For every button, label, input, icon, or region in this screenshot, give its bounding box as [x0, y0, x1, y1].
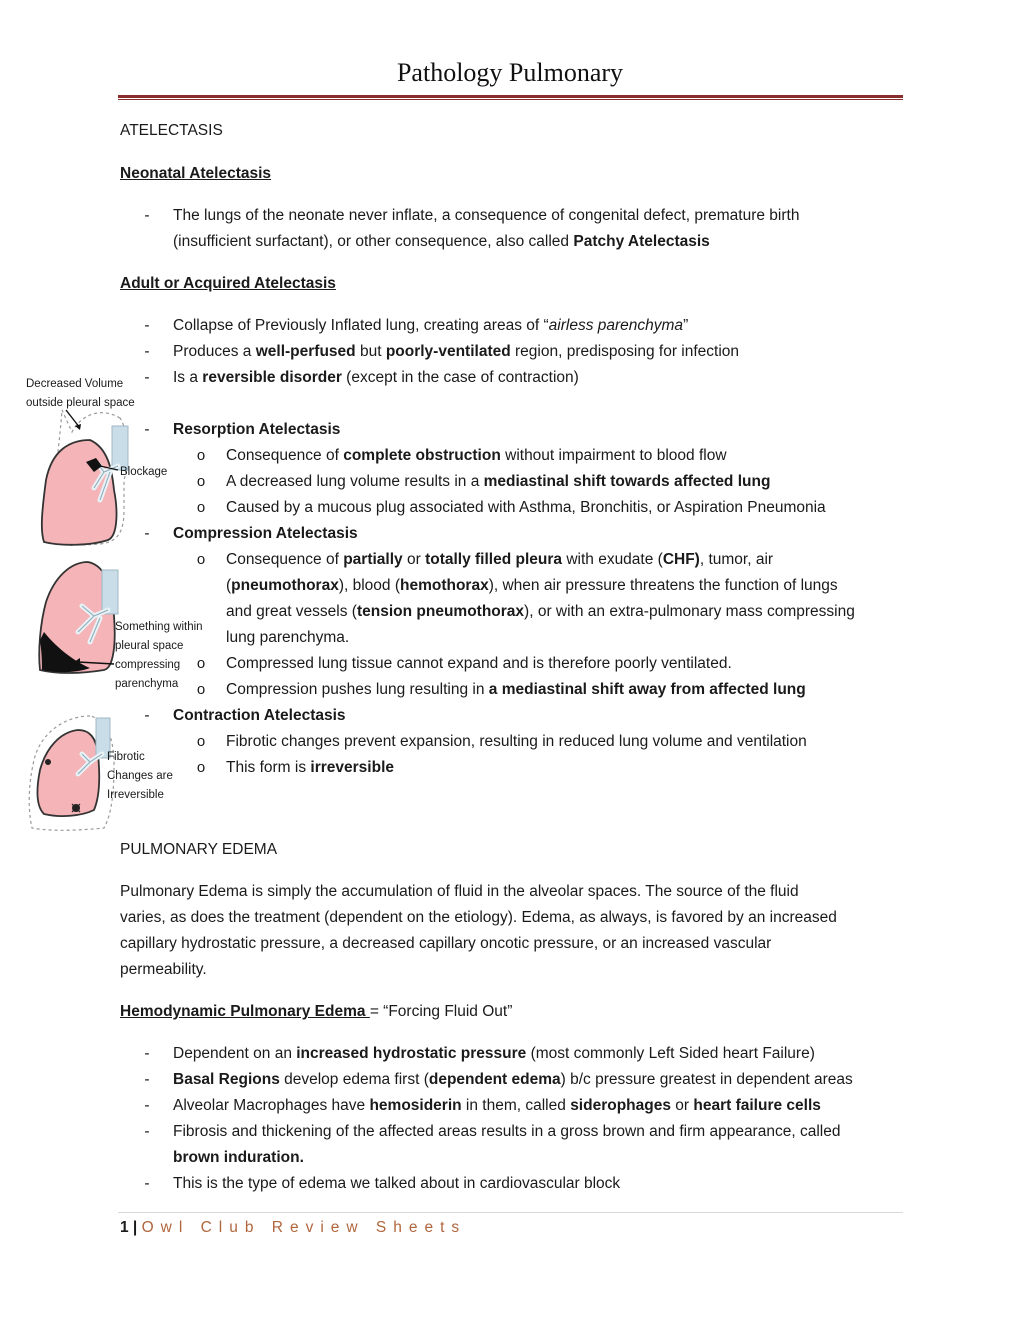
hemo-bullet-5: This is the type of edema we talked about in cardiovascular block [173, 1175, 621, 1192]
footer-club-name: Owl Club Review Sheets [141, 1219, 467, 1236]
adult-bullet-2: Produces a well-perfused but poorly-ventilated region, predisposing for infection [173, 343, 740, 360]
adult-bullet-1: Collapse of Previously Inflated lung, creating areas of “airless parenchyma” [173, 317, 689, 334]
lung-compression-figure [39, 562, 118, 673]
sub-bullet-circle: o [196, 447, 206, 464]
contraction-item-2: This form is irreversible [226, 759, 394, 776]
sub-bullet-circle: o [196, 759, 206, 776]
edema-paragraph-line4: permeability. [120, 961, 207, 978]
edema-paragraph-line1: Pulmonary Edema is simply the accumulation of fluid in the alveolar spaces. The source of the fluid [120, 883, 799, 900]
contraction-item-1: Fibrotic changes prevent expansion, resulting in reduced lung volume and ventilation [226, 733, 807, 750]
resorption-item-2: A decreased lung volume results in a mediastinal shift towards affected lung [226, 473, 771, 490]
bullet-dash: - [144, 525, 150, 542]
figure-label-fibrotic-2: Changes are [107, 770, 173, 782]
header-rule-thin [118, 99, 903, 100]
footer-separator: | [128, 1219, 142, 1236]
figure-label-decreased-volume-2: outside pleural space [26, 397, 135, 409]
neonatal-bullet-line1: The lungs of the neonate never inflate, a consequence of congenital defect, premature birth [173, 207, 800, 224]
bullet-dash: - [144, 421, 150, 438]
compression-item-1-line2: (pneumothorax), blood (hemothorax), when air pressure threatens the function of lungs [226, 577, 838, 594]
resorption-item-3: Caused by a mucous plug associated with Asthma, Bronchitis, or Aspiration Pneumonia [226, 499, 826, 516]
sub-bullet-circle: o [196, 681, 206, 698]
figure-label-fibrotic-3: Irreversible [107, 789, 164, 801]
figure-label-something-1: Something within [115, 621, 203, 633]
bullet-dash: - [144, 207, 150, 224]
compression-item-2: Compressed lung tissue cannot expand and is therefore poorly ventilated. [226, 655, 732, 672]
figure-label-blockage: Blockage [120, 466, 168, 478]
figure-label-decreased-volume-1: Decreased Volume [26, 378, 124, 390]
hemo-bullet-4-line2: brown induration. [173, 1149, 304, 1166]
lung-contraction-figure [29, 716, 114, 830]
bullet-dash: - [144, 1045, 150, 1062]
hemo-bullet-4-line1: Fibrosis and thickening of the affected areas results in a gross brown and firm appearance, called [173, 1123, 841, 1140]
compression-item-1-line3: and great vessels (tension pneumothorax), or with an extra-pulmonary mass compressing [226, 603, 855, 620]
compression-heading: Compression Atelectasis [173, 525, 358, 542]
edema-paragraph-line2: varies, as does the treatment (dependent on the etiology). Edema, as always, is favored by an increased [120, 909, 837, 926]
neonatal-bullet-line2: (insufficient surfactant), or other consequence, also called Patchy Atelectasis [173, 233, 710, 250]
hemo-bullet-1: Dependent on an increased hydrostatic pressure (most commonly Left Sided heart Failure) [173, 1045, 815, 1062]
sub-bullet-circle: o [196, 655, 206, 672]
bullet-dash: - [144, 1123, 150, 1140]
bullet-dash: - [144, 1071, 150, 1088]
figure-label-fibrotic-1: Fibrotic [107, 751, 145, 763]
footer-rule [118, 1212, 903, 1213]
figure-label-something-4: parenchyma [115, 678, 179, 690]
bullet-dash: - [144, 317, 150, 334]
header-rule [118, 95, 903, 98]
bullet-dash: - [144, 1175, 150, 1192]
hemo-bullet-2: Basal Regions develop edema first (dependent edema) b/c pressure greatest in dependent areas [173, 1071, 853, 1088]
contraction-heading: Contraction Atelectasis [173, 707, 346, 724]
sub-bullet-circle: o [196, 551, 206, 568]
section-heading-atelectasis: ATELECTASIS [120, 122, 223, 139]
compression-item-1-line4: lung parenchyma. [226, 629, 350, 646]
sub-bullet-circle: o [196, 733, 206, 750]
sub-bullet-circle: o [196, 499, 206, 516]
section-heading-edema: PULMONARY EDEMA [120, 841, 278, 858]
adult-bullet-3: Is a reversible disorder (except in the case of contraction) [173, 369, 579, 386]
subheading-neonatal: Neonatal Atelectasis [120, 165, 272, 182]
sub-bullet-circle: o [196, 473, 206, 490]
resorption-item-1: Consequence of complete obstruction without impairment to blood flow [226, 447, 727, 464]
compression-item-3: Compression pushes lung resulting in a mediastinal shift away from affected lung [226, 681, 806, 698]
subheading-adult: Adult or Acquired Atelectasis [120, 275, 336, 292]
page-footer [120, 1215, 466, 1241]
subheading-hemodynamic: Hemodynamic Pulmonary Edema = “Forcing Fluid Out” [120, 1003, 513, 1020]
page-title: Pathology Pulmonary [396, 58, 624, 87]
hemo-bullet-3: Alveolar Macrophages have hemosiderin in them, called siderophages or heart failure cells [173, 1097, 821, 1114]
compression-item-1-line1: Consequence of partially or totally filled pleura with exudate (CHF), tumor, air [226, 551, 774, 568]
lung-resorption-figure [42, 410, 128, 545]
bullet-dash: - [144, 343, 150, 360]
figure-label-something-3: compressing [115, 659, 181, 671]
bullet-dash: - [144, 707, 150, 724]
resorption-heading: Resorption Atelectasis [173, 421, 341, 438]
page-number: 1 [120, 1219, 129, 1236]
bullet-dash: - [144, 369, 150, 386]
figure-label-something-2: pleural space [115, 640, 184, 652]
bullet-dash: - [144, 1097, 150, 1114]
edema-paragraph-line3: capillary hydrostatic pressure, a decreased capillary oncotic pressure, or an increased vascular [120, 935, 772, 952]
